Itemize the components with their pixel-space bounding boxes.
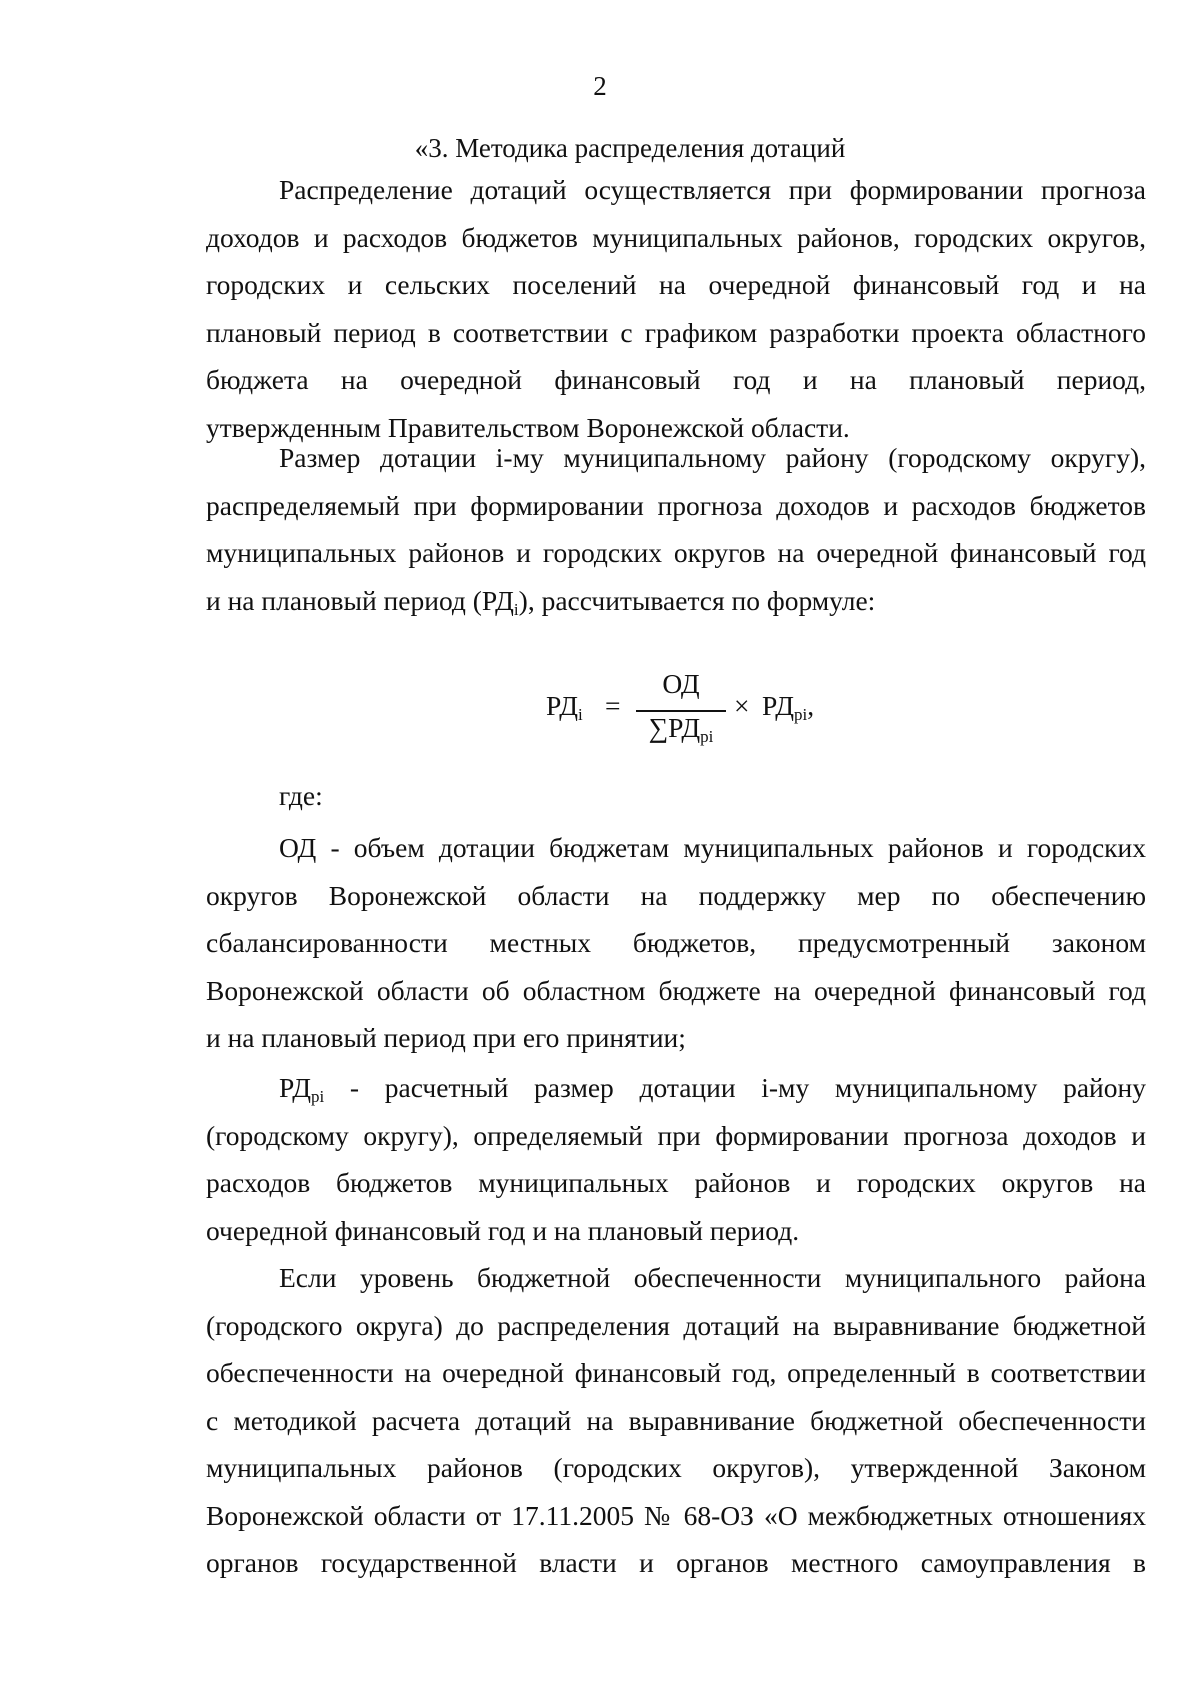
- formula-fraction: [636, 668, 726, 758]
- text-line: Воронежской области об областном бюджете на очередной финансовый год: [206, 974, 1146, 1006]
- formula: [0, 668, 1200, 758]
- text-line: сбалансированности местных бюджетов, предусмотренный законом: [206, 927, 1146, 958]
- text-line: Воронежской области от 17.11.2005 № 68-ОЗ «О межбюджетных отношениях: [206, 1499, 1146, 1531]
- text-line: с методикой расчета дотаций на выравнивание бюджетной обеспеченности: [206, 1404, 1146, 1436]
- text-line: муниципальных районов (городских округов), утвержденной Законом: [206, 1452, 1146, 1483]
- text-line: городских и сельских поселений на очередной финансовый год и на: [206, 269, 1146, 300]
- formula-times: ×: [734, 690, 750, 721]
- section-title: «3. Методика распределения дотаций: [414, 133, 846, 163]
- text-line: Размер дотации i-му муниципальному району (городскому округу),: [279, 442, 1146, 473]
- text-line: утвержденным Правительством Воронежской области.: [206, 411, 850, 443]
- text-fragment: и на плановый период (РД: [206, 584, 514, 616]
- subscript: i: [513, 599, 519, 619]
- text-line: плановый период в соответствии с графиком разработки проекта областного: [206, 316, 1146, 348]
- text-line: [206, 577, 1146, 625]
- text-fragment: ), рассчитывается по формуле:: [518, 584, 876, 616]
- paragraph-od-definition: [206, 824, 1146, 1062]
- text-line: муниципальных районов и городских округов на очередной финансовый год: [206, 537, 1146, 568]
- paragraph-subsidy-size: [206, 434, 1146, 624]
- text-line: Если уровень бюджетной обеспеченности муниципального района: [279, 1262, 1146, 1293]
- text-line: бюджета на очередной финансовый год и на плановый период,: [206, 364, 1146, 395]
- text-line: округов Воронежской области на поддержку мер по обеспечению: [206, 879, 1146, 911]
- text-line: распределяемый при формировании прогноза доходов и расходов бюджетов: [206, 489, 1146, 521]
- text-line: доходов и расходов бюджетов муниципальных районов, городских округов,: [206, 221, 1146, 253]
- page-number: 2: [593, 71, 607, 101]
- text-line: расходов бюджетов муниципальных районов и городских округов на: [206, 1167, 1146, 1198]
- formula-lhs: $РД_i$: [546, 690, 583, 724]
- paragraph-budget-level: [206, 1254, 1146, 1587]
- formula-numerator: ОД: [662, 668, 700, 699]
- where-label: где:: [279, 780, 323, 811]
- text-line: (городскому округу), определяемый при формировании прогноза доходов и: [206, 1119, 1146, 1151]
- paragraph-rdpi-definition: [206, 1064, 1146, 1254]
- formula-rhs: $РД_{pi}$,: [762, 690, 815, 724]
- text-line: ОД - объем дотации бюджетам муниципальных районов и городских: [279, 832, 1146, 863]
- text-line: (городского округа) до распределения дотаций на выравнивание бюджетной: [206, 1309, 1146, 1341]
- text-line: органов государственной власти и органов местного самоуправления в: [206, 1547, 1146, 1578]
- text-line: $РД_{pi}$ - расчетный размер дотации i-му муниципальному району: [279, 1072, 1146, 1106]
- formula-denominator: $\sum РД_{pi}$: [648, 712, 714, 746]
- text-line: очередной финансовый год и на плановый период.: [206, 1214, 800, 1246]
- paragraph-distribution-intro: [206, 166, 1146, 451]
- text-line: и на плановый период при его принятии;: [206, 1022, 686, 1053]
- text-line: Распределение дотаций осуществляется при формировании прогноза: [279, 174, 1146, 205]
- text-line: обеспеченности на очередной финансовый год, определенный в соответствии: [206, 1357, 1146, 1388]
- formula-equals: =: [605, 690, 621, 721]
